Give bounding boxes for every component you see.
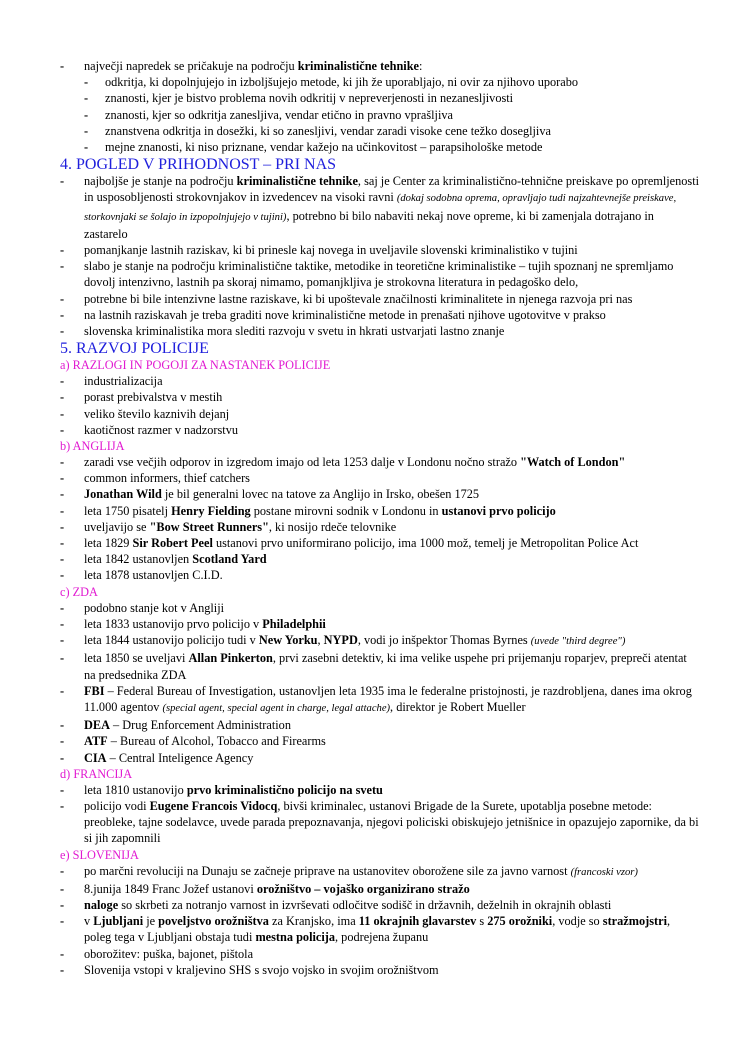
list-item: - leta 1829 Sir Robert Peel ustanovi prvo uniformirano policijo, ima 1000 mož, temelj je Metropolitan Police Act (60, 536, 639, 551)
list-item: - uveljavijo se "Bow Street Runners", ki nosijo rdeče telovnike (60, 519, 397, 534)
list-item: - porast prebivalstva v mestih (60, 390, 223, 405)
list-item: - najboljše je stanje na področju kriminalistične tehnike, saj je Center za kriminalistično-tehnične preiskave po opremljenosti in usposobljenosti strokovnjakov in izvedencev na visoki ravni (dokaj sodobna oprema, opravljajo tudi najzahtevnejše preiskave, storkovnjaki se šolajo in izpopolnjujejo v tujini), potrebno bi bilo nabaviti nekaj nove opreme, ki bi zamenjala dotrajano in zastarelo (60, 174, 700, 241)
list-item: - 8.junija 1849 Franc Jožef ustanovi orožništvo – vojaško organizirano stražo (60, 881, 470, 896)
list-item: - na lastnih raziskavah je treba graditi nove kriminalistične metode in prenašati njihove ugotovitve v prakso (60, 307, 606, 322)
list-item: - podobno stanje kot v Angliji (60, 600, 225, 615)
list-item: - v Ljubljani je poveljstvo orožništva za Kranjsko, ima 11 okrajnih glavarstev s 275 orožniki, vodje so stražmojstri, poleg tega v Ljubljani obstaja tudi mestna policija, podrejena županu (60, 914, 671, 945)
sub-list-item: - znanstvena odkritja in dosežki, ki so zanesljivi, vendar zaradi visoke cene težko dosegljiva (84, 123, 551, 138)
list-item: - potrebne bi bile intenzivne lastne raziskave, ki bi upoštevale značilnosti kriminalitete in njenega razvoja pri nas (60, 291, 633, 306)
subsection-heading-c: c) ZDA (60, 584, 98, 599)
list-item: - industrializacija (60, 374, 163, 389)
list-item: - največji napredek se pričakuje na področju kriminalistične tehnike: (60, 59, 423, 73)
sub-list-item: - mejne znanosti, ki niso priznane, vendar kažejo na učinkovitost – parapsihološke metode (84, 140, 543, 155)
sub-list-item: - znanosti, kjer so odkritja zanesljiva, vendar etično in pravno vprašljiva (84, 107, 453, 122)
list-item: - CIA – Central Inteligence Agency (60, 750, 254, 765)
list-item: - policijo vodi Eugene Francois Vidocq, bivši kriminalec, ustanovi Brigade de la Surete, upotablja posebne metode: preobleke, tajne sodelavce, uvede parada prepoznavanja, njegovi policiski obiskujejo jetnišnice in opazujejo zapornike, da bi si jih zapomnili (60, 798, 699, 846)
list-item: - pomanjkanje lastnih raziskav, ki bi prinesle kaj novega in uveljavile slovenski kriminalistiko v tujini (60, 243, 578, 258)
subsection-heading-e: e) SLOVENIJA (60, 847, 139, 862)
list-item: - po marčni revoluciji na Dunaju se začneje priprave na ustanovitev oborožene sile za javno varnost (francoski vzor) (60, 863, 638, 878)
list-item: - leta 1810 ustanovijo prvo kriminalistično policijo na svetu (60, 782, 383, 797)
list-item: - DEA – Drug Enforcement Administration (60, 718, 291, 733)
subsection-heading-a: a) RAZLOGI IN POGOJI ZA NASTANEK POLICIJE (60, 358, 331, 373)
subsection-heading-d: d) FRANCIJA (60, 766, 133, 781)
section-heading-4: 4. POGLED V PRIHODNOST – PRI NAS (60, 156, 337, 174)
section-heading-5: 5. RAZVOJ POLICIJE (60, 340, 209, 358)
list-item: - Slovenija vstopi v kraljevino SHS s svojo vojsko in svojim orožništvom (60, 962, 439, 977)
list-item: - leta 1750 pisatelj Henry Fielding postane mirovni sodnik v Londonu in ustanovi prvo policijo (60, 503, 556, 518)
list-item: - leta 1833 ustanovijo prvo policijo v Philadelphii (60, 616, 326, 631)
list-item: - ATF – Bureau of Alcohol, Tobacco and Firearms (60, 734, 326, 749)
subsection-heading-b: b) ANGLIJA (60, 439, 125, 454)
list-item: - slovenska kriminalistika mora slediti razvoju v svetu in hkrati ustvarjati lastno znanje (60, 324, 505, 339)
list-item: - common informers, thief catchers (60, 471, 250, 486)
list-item: - kaotičnost razmer v nadzorstvu (60, 422, 238, 437)
document-page (60, 58, 700, 978)
sub-list-item: - znanosti, kjer je bistvo problema novih odkritij v nepreverjenosti in nezanesljivosti (84, 91, 514, 106)
list-item: - oborožitev: puška, bajonet, pištola (60, 946, 254, 961)
list-item: - leta 1850 se uveljavi Allan Pinkerton, prvi zasebni detektiv, ki ima velike uspehe pri prijemanju roparjev, prepreči atentat na predsednika ZDA (60, 651, 687, 682)
list-item: - Jonathan Wild je bil generalni lovec na tatove za Anglijo in Irsko, obešen 1725 (60, 487, 480, 502)
list-item: - leta 1842 ustanovljen Scotland Yard (60, 552, 267, 567)
list-item: - FBI – Federal Bureau of Investigation, ustanovljen leta 1935 ima le federalne pristojnosti, je razdrobljena, danes ima okrog 11.000 agentov (special agent, special agent in charge, legal attache), direktor je Robert Mueller (60, 683, 692, 714)
list-item: - veliko število kaznivih dejanj (60, 406, 230, 421)
list-item: - leta 1844 ustanovijo policijo tudi v New Yorku, NYPD, vodi jo inšpektor Thomas Byrnes (uvede "third degree") (60, 633, 626, 648)
list-item: - naloge so skrbeti za notranjo varnost in izvrševati odločitve sodišč in državnih, deželnih in okrajnih oblasti (60, 897, 612, 912)
list-item: - leta 1878 ustanovljen C.I.D. (60, 568, 223, 583)
sub-list-item: - odkritja, ki dopolnjujejo in izboljšujejo metode, ki jih že uporabljajo, ni ovir za njihovo uporabo (84, 75, 578, 90)
list-item: - zaradi vse večjih odporov in izgredom imajo od leta 1253 dalje v Londonu nočno stražo "Watch of London" (60, 455, 626, 470)
list-item: - slabo je stanje na področju kriminalistične taktike, metodike in teoretične kriminalistike – tujih spoznanj ne spremljamo dovolj intenzivno, lastnih pa skoraj nimamo, pomanjkljiva je strokovna literatura in pedagoško delo, (60, 259, 674, 290)
